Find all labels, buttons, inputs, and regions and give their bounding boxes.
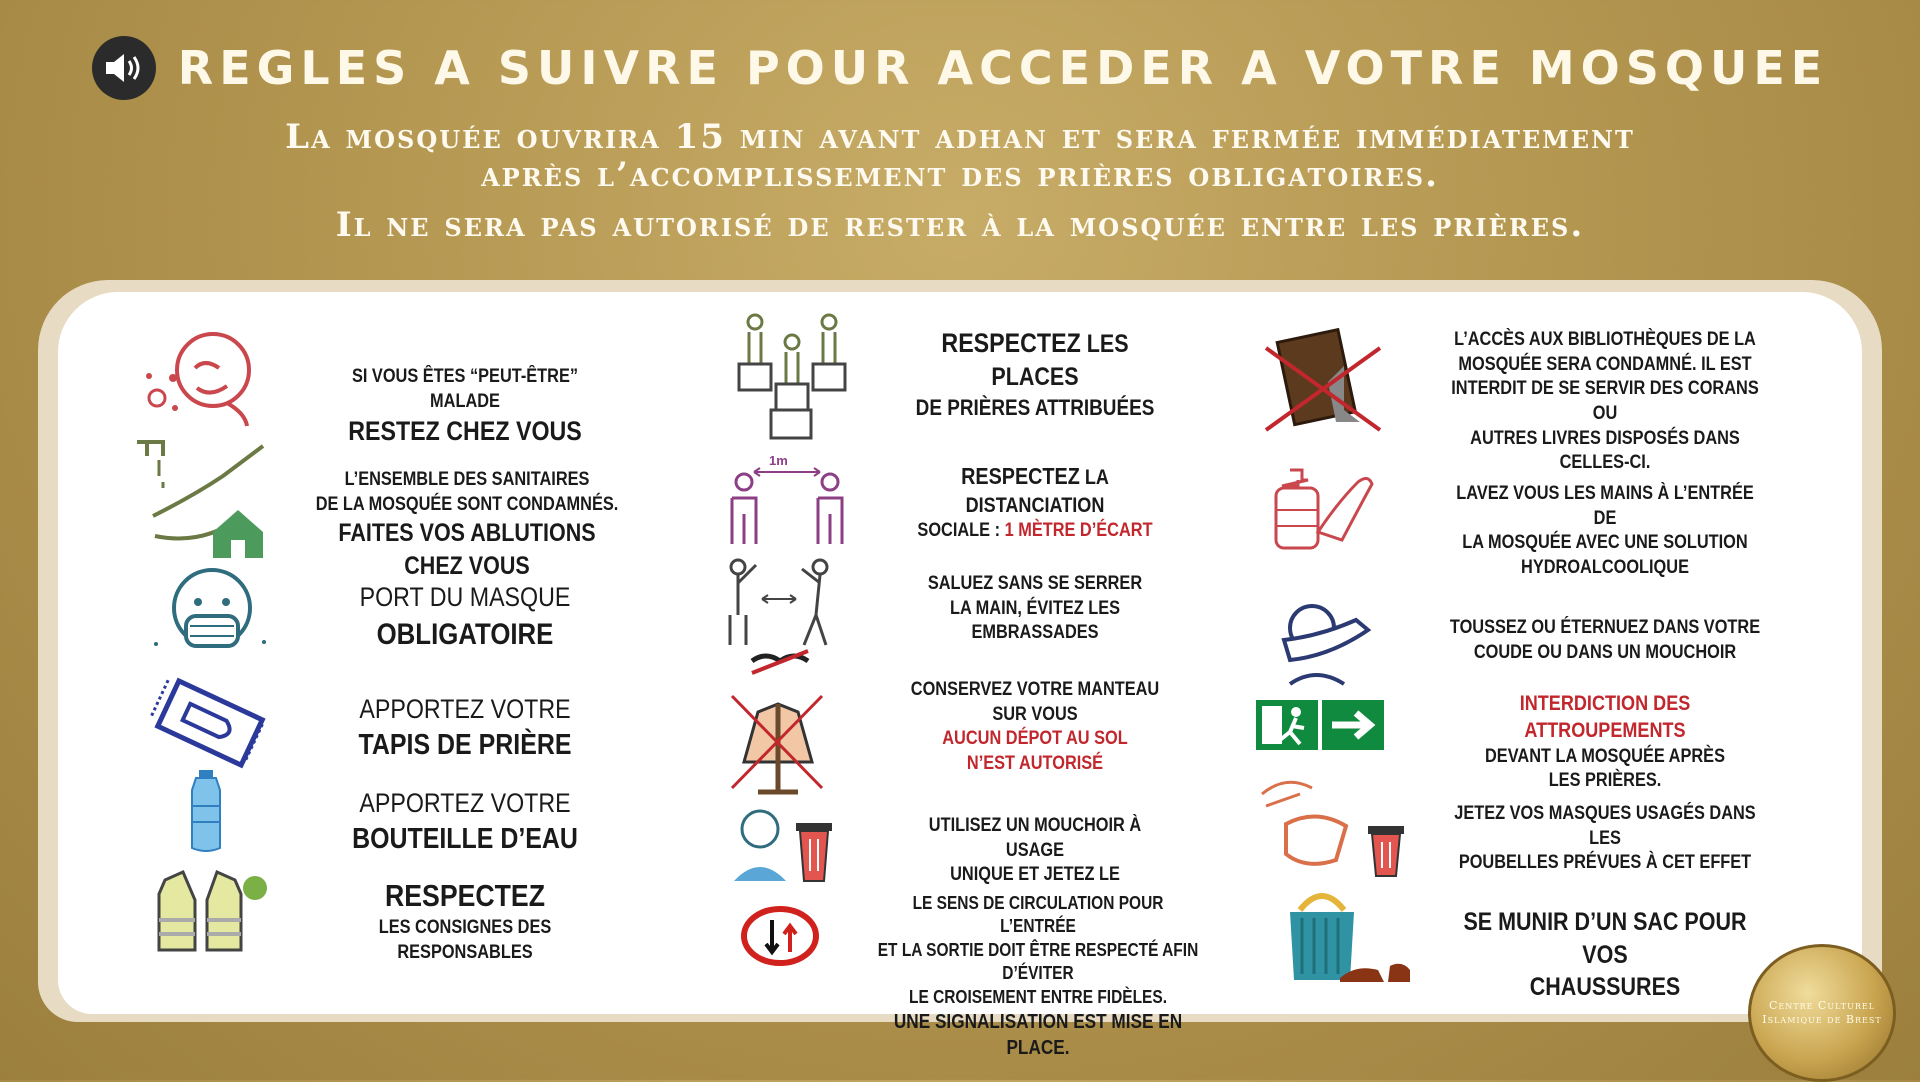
water-bottle-icon: [184, 770, 228, 852]
rule-prayer-mat: [340, 692, 589, 765]
rule-library-line1: L’ACCÈS AUX BIBLIOTHÈQUES DE LA: [1454, 329, 1756, 350]
rule-sanitary: [308, 468, 626, 582]
rule-greeting: [902, 572, 1169, 646]
rule-library-line5: CELLES-CI.: [1559, 452, 1651, 474]
rule-distancing-line2: SOCIALE :: [917, 520, 1005, 542]
rule-circulation: [875, 892, 1202, 1061]
rule-distancing-strong: RESPECTEZ: [961, 463, 1080, 489]
rule-distancing-red: 1 MÈTRE D’ÉCART: [1004, 520, 1153, 542]
rule-tissue: [902, 814, 1169, 888]
rule-places-line2: DE PRIÈRES ATTRIBUÉES: [915, 394, 1155, 420]
rule-water-bottle-line1: APPORTEZ VOTRE: [359, 788, 571, 818]
rule-shoe-bag-line1: SE MUNIR D’UN SAC POUR VOS: [1463, 908, 1747, 969]
rule-greeting-line1: SALUEZ SANS SE SERRER: [927, 573, 1143, 594]
opening-line-1: La mosquée ouvrira 15 min avant adhan et sera fermée immédiatement: [285, 117, 1635, 157]
rule-library-line4: AUTRES LIVRES DISPOSÉS DANS: [1470, 427, 1740, 449]
rule-mask-line1: PORT DU MASQUE: [359, 582, 571, 612]
rule-cough-line2: COUDE OU DANS UN MOUCHOIR: [1473, 641, 1737, 663]
rule-prayer-mat-line1: APPORTEZ VOTRE: [359, 694, 571, 724]
rule-distancing: [902, 462, 1169, 544]
two-way-traffic-icon: [740, 906, 820, 966]
hand-washing-icon: [133, 436, 278, 560]
rule-circulation-line4: UNE SIGNALISATION EST MISE EN PLACE.: [893, 1010, 1183, 1059]
rule-distancing-rest: LA DISTANCIATION: [965, 466, 1109, 517]
forbidden-books-icon: [1262, 326, 1384, 434]
rule-sanitizer-line2: LA MOSQUÉE AVEC UNE SOLUTION: [1462, 532, 1748, 554]
rule-gathering: [1446, 690, 1764, 794]
rule-shoe-bag: [1446, 906, 1764, 1004]
rule-coat-line1: CONSERVEZ VOTRE MANTEAU: [910, 679, 1160, 700]
rule-circulation-line3: LE CROISEMENT ENTRE FIDÈLES.: [908, 986, 1168, 1007]
rule-mask-disposal-line1: JETEZ VOS MASQUES USAGÉS DANS LES: [1454, 803, 1756, 849]
opening-notice: [0, 118, 1920, 194]
distancing-icon: [724, 452, 850, 548]
rule-tissue-line1: UTILISEZ UN MOUCHOIR À USAGE: [928, 815, 1142, 861]
rule-gathering-line1: INTERDICTION DES ATTROUPEMENTS: [1519, 692, 1691, 743]
rule-places-rest: LES PLACES: [991, 330, 1129, 392]
rule-water-bottle: [340, 786, 589, 859]
rule-places: [902, 326, 1169, 422]
assigned-places-icon: [735, 312, 850, 442]
rule-gathering-line3: LES PRIÈRES.: [1548, 770, 1662, 792]
rule-sanitary-line1: L’ENSEMBLE DES SANITAIRES: [344, 469, 590, 490]
rule-mask-disposal: [1446, 802, 1764, 876]
rule-sanitary-line2: DE LA MOSQUÉE SONT CONDAMNÉS.: [315, 493, 619, 515]
no-stay-notice: Il ne sera pas autorisé de rester à la mosquée entre les prières.: [335, 205, 1585, 245]
rule-mask-line2: OBLIGATOIRE: [376, 618, 554, 652]
rule-sanitizer-line1: LAVEZ VOUS LES MAINS À L’ENTRÉE DE: [1456, 483, 1754, 529]
header: [0, 0, 1920, 290]
rule-coat-line2: SUR VOUS: [992, 703, 1078, 725]
rule-library-line3: INTERDIT DE SE SERVIR DES CORANS OU: [1451, 378, 1759, 425]
tissue-bin-icon: [730, 805, 838, 883]
rule-circulation-line1: LE SENS DE CIRCULATION POUR L’ENTRÉE: [912, 893, 1164, 937]
rule-sanitary-line3: FAITES VOS ABLUTIONS CHEZ VOUS: [338, 519, 596, 580]
face-mask-icon: [144, 564, 274, 664]
rule-tissue-line2: UNIQUE ET JETEZ LE: [950, 864, 1120, 886]
sick-person-icon: [135, 328, 260, 428]
rule-stay-home: [323, 365, 607, 449]
seal-line2: Islamique de Brest: [1762, 1013, 1882, 1026]
cough-elbow-icon: [1270, 600, 1380, 688]
shoe-bag-icon: [1286, 888, 1414, 988]
rule-sanitizer: [1446, 482, 1764, 581]
rule-shoe-bag-line2: CHAUSSURES: [1529, 973, 1681, 1001]
no-handshake-icon: [716, 555, 844, 677]
rule-stay-home-line2: RESTEZ CHEZ VOUS: [348, 416, 582, 447]
rule-coat: [902, 678, 1169, 777]
title-row: [0, 36, 1920, 100]
prayer-mat-icon: [146, 676, 274, 770]
coat-rack-icon: [728, 692, 826, 798]
rule-sanitizer-line3: HYDROALCOOLIQUE: [1521, 557, 1689, 579]
page-title: REGLES A SUIVRE POUR ACCEDER A VOTRE MOSQUEE: [177, 41, 1829, 95]
rule-greeting-line2: LA MAIN, ÉVITEZ LES EMBRASSADES: [949, 597, 1121, 644]
rule-water-bottle-line2: BOUTEILLE D’EAU: [352, 823, 578, 856]
rule-places-strong: RESPECTEZ: [941, 328, 1081, 358]
opening-line-2: après l’accomplissement des prières obligatoires.: [481, 155, 1439, 195]
mask-disposal-icon: [1256, 774, 1416, 878]
rule-instructions: [323, 876, 607, 966]
rule-gathering-line2: DEVANT LA MOSQUÉE APRÈS: [1485, 745, 1725, 767]
arrow-right-icon: [1322, 700, 1384, 750]
rule-circulation-line2: ET LA SORTIE DOIT ÊTRE RESPECTÉ AFIN D’ÉVITER: [877, 939, 1199, 984]
distance-label: 1m: [769, 453, 788, 468]
rule-coat-line4: N’EST AUTORISÉ: [966, 753, 1104, 775]
safety-vest-icon: [155, 870, 273, 952]
rule-prayer-mat-line2: TAPIS DE PRIÈRE: [358, 729, 572, 762]
rule-instructions-line1: RESPECTEZ: [385, 878, 545, 913]
rule-mask-disposal-line2: POUBELLES PRÉVUES À CET EFFET: [1458, 852, 1752, 874]
rule-library-line2: MOSQUÉE SERA CONDAMNÉ. IL EST: [1458, 353, 1752, 375]
speaker-icon[interactable]: [92, 36, 156, 100]
exit-sign-icon: [1256, 700, 1386, 750]
rule-cough-line1: TOUSSEZ OU ÉTERNUEZ DANS VOTRE: [1449, 617, 1761, 638]
rule-stay-home-line1: SI VOUS ÊTES “PEUT-ÊTRE” MALADE: [351, 366, 579, 412]
rule-cough: [1446, 616, 1764, 665]
cultural-center-seal: [1748, 944, 1896, 1082]
rule-library: [1446, 328, 1764, 476]
rule-coat-line3: AUCUN DÉPOT AU SOL: [942, 728, 1128, 750]
rule-mask: [340, 580, 589, 654]
rule-instructions-line2: LES CONSIGNES DES RESPONSABLES: [378, 917, 552, 963]
seal-line1: Centre Culturel: [1768, 999, 1876, 1012]
running-man-icon: [1256, 700, 1318, 750]
hand-sanitizer-icon: [1268, 462, 1378, 552]
